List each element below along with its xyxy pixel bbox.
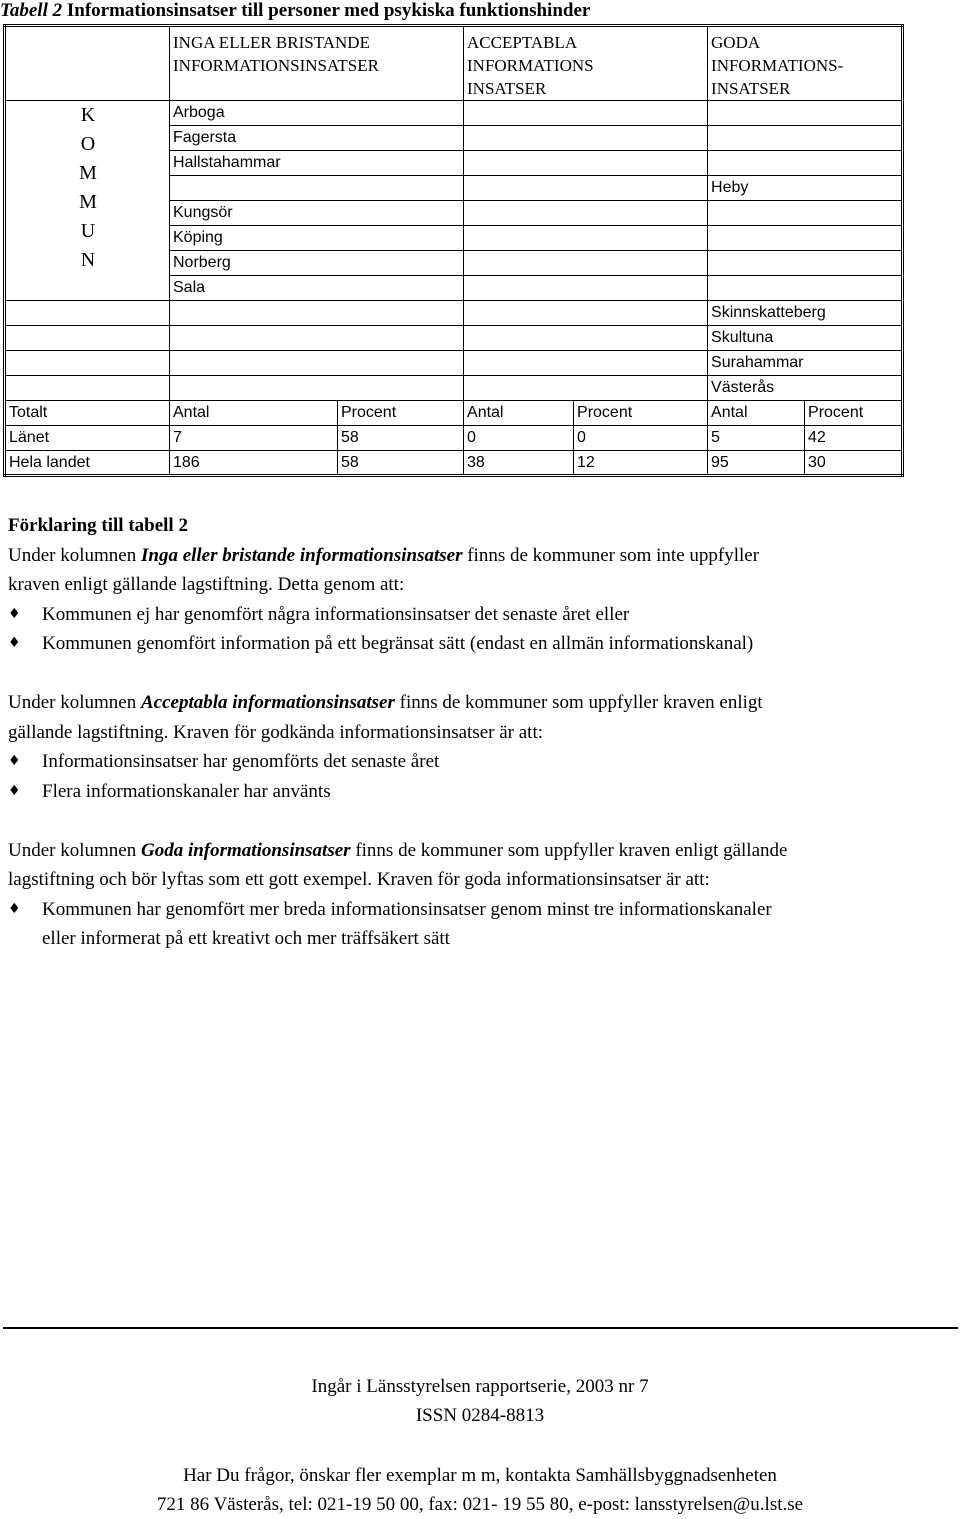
footer-address: 721 86 Västerås, tel: 021-19 50 00, fax: 021- 19 55 80, e-post: lansstyrelsen@u.lst.se	[156, 1494, 804, 1515]
header-goda: GODA INFORMATIONS- INSATSER	[708, 26, 903, 101]
kommun-acceptabla-cell	[464, 151, 708, 176]
kommun-inga-cell	[170, 301, 464, 326]
kommun-inga-cell	[170, 326, 464, 351]
header-inga: INGA ELLER BRISTANDE INFORMATIONSINSATSER	[170, 26, 464, 101]
kommun-goda-cell: Skinnskatteberg	[708, 301, 903, 326]
paragraph-goda: Under kolumnen Goda informationsinsatser finns de kommuner som uppfyller kraven enligt gällande lagstiftning och bör lyftas som ett gott exempel. Kraven för goda informationsinsatser är att: ♦ Kommunen har genomfört mer breda informationsinsatser genom minst tre informationskanaler eller informerat på ett kreativt och mer träffsäkert sätt	[8, 839, 788, 949]
kommun-inga-cell	[170, 176, 464, 201]
table-row	[5, 101, 903, 126]
informationsinsatser-table	[3, 24, 904, 477]
list-item: ♦ Kommunen har genomfört mer breda informationsinsatser genom minst tre informationskanaler	[8, 895, 787, 925]
kommun-acceptabla-cell	[464, 301, 708, 326]
diamond-bullet-icon: ♦	[8, 900, 21, 917]
list-item: ♦ Informationsinsatser har genomförts det senaste året	[8, 747, 787, 777]
totals-row-hela-landet: Hela landet 186 58 38 12 95 30	[5, 451, 903, 476]
footer-divider	[3, 1327, 958, 1329]
caption-title: Informationsinsatser till personer med psykiska funktionshinder	[66, 0, 591, 21]
table-caption	[0, 0, 590, 22]
kommun-acceptabla-cell	[464, 101, 708, 126]
kommun-inga-cell: Köping	[170, 226, 464, 251]
kommun-inga-cell: Hallstahammar	[170, 151, 464, 176]
paragraph-acceptabla: Under kolumnen Acceptabla informationsinsatser finns de kommuner som uppfyller kraven enligt gällande lagstiftning. Kraven för godkända informationsinsatser är att: ♦ Informationsinsatser har genomförts det senaste året ♦ Flera informationskanaler har använts	[8, 688, 787, 806]
kommun-goda-cell: Västerås	[708, 376, 903, 401]
footer-issn: ISSN 0284-8813	[415, 1405, 545, 1426]
kommun-acceptabla-cell	[464, 201, 708, 226]
header-row	[5, 26, 903, 101]
totals-row-lanet: Länet 7 58 0 0 5 42	[5, 426, 903, 451]
kommun-acceptabla-cell	[464, 176, 708, 201]
kommun-goda-cell: Surahammar	[708, 351, 903, 376]
table-row	[5, 376, 903, 401]
diamond-bullet-icon: ♦	[8, 753, 21, 769]
kommun-acceptabla-cell	[464, 376, 708, 401]
kommun-acceptabla-cell	[464, 126, 708, 151]
empty-label-cell	[5, 376, 170, 401]
kommun-acceptabla-cell	[464, 351, 708, 376]
kommun-goda-cell	[708, 101, 903, 126]
footer-contact: Har Du frågor, önskar fler exemplar m m, kontakta Samhällsbyggnadsenheten	[183, 1465, 777, 1486]
kommun-inga-cell: Kungsör	[170, 201, 464, 226]
paragraph-inga: Under kolumnen Inga eller bristande informationsinsatser finns de kommuner som inte uppfyller kraven enligt gällande lagstiftning. Detta genom att: ♦ Kommunen ej har genomfört några informationsinsatser det senaste året eller ♦ Kommunen genomfört information på ett begränsat sätt (endast en allmän informationskanal)	[8, 541, 787, 659]
kommun-goda-cell: Heby	[708, 176, 903, 201]
empty-corner-cell	[5, 26, 170, 101]
kommun-label-cell: K O M M U N	[5, 101, 170, 301]
explanation-section	[8, 511, 787, 954]
kommun-goda-cell	[708, 201, 903, 226]
caption-label: Tabell 2	[0, 0, 63, 21]
diamond-bullet-icon: ♦	[8, 635, 21, 651]
diamond-bullet-icon: ♦	[8, 605, 21, 622]
empty-label-cell	[5, 351, 170, 376]
kommun-inga-cell: Fagersta	[170, 126, 464, 151]
kommun-inga-cell: Arboga	[170, 101, 464, 126]
footer-series: Ingår i Länsstyrelsen rapportserie, 2003 nr 7	[311, 1376, 649, 1397]
explanation-heading: Förklaring till tabell 2	[8, 515, 188, 536]
diamond-bullet-icon: ♦	[8, 782, 21, 799]
header-acceptabla: ACCEPTABLA INFORMATIONS INSATSER	[464, 26, 708, 101]
kommun-inga-cell: Sala	[170, 276, 464, 301]
list-item: ♦ Kommunen ej har genomfört några informationsinsatser det senaste året eller	[8, 600, 787, 630]
kommun-goda-cell	[708, 151, 903, 176]
list-item: ♦ Flera informationskanaler har använts	[8, 777, 787, 807]
kommun-inga-cell: Norberg	[170, 251, 464, 276]
list-item: ♦ Kommunen genomfört information på ett begränsat sätt (endast en allmän informationskanal)	[8, 629, 787, 659]
empty-label-cell	[5, 301, 170, 326]
kommun-acceptabla-cell	[464, 251, 708, 276]
kommun-inga-cell	[170, 376, 464, 401]
kommun-goda-cell	[708, 226, 903, 251]
kommun-acceptabla-cell	[464, 276, 708, 301]
kommun-goda-cell: Skultuna	[708, 326, 903, 351]
table-row	[5, 301, 903, 326]
kommun-goda-cell	[708, 276, 903, 301]
kommun-goda-cell	[708, 251, 903, 276]
kommun-goda-cell	[708, 126, 903, 151]
table-row	[5, 326, 903, 351]
kommun-inga-cell	[170, 351, 464, 376]
kommun-acceptabla-cell	[464, 326, 708, 351]
empty-label-cell	[5, 326, 170, 351]
totals-header-row: Totalt Antal Procent Antal Procent Antal Procent	[5, 401, 903, 426]
kommun-acceptabla-cell	[464, 226, 708, 251]
table-row	[5, 351, 903, 376]
